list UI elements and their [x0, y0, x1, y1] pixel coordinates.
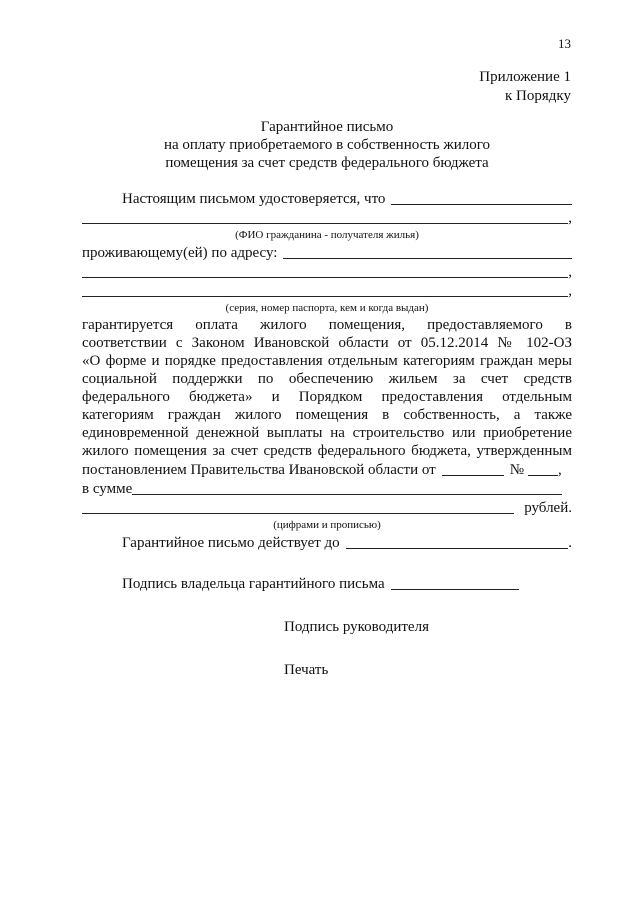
appendix-line-1: Приложение 1 — [479, 69, 571, 85]
valid-until-field[interactable] — [346, 534, 569, 549]
sum-field[interactable] — [132, 480, 562, 495]
passport-line-1-row — [82, 262, 572, 281]
paragraph-line-1: гарантируется оплата жилого помещения, предоставляемого в — [82, 317, 572, 333]
valid-until-label: Гарантийное письмо действует до — [122, 535, 340, 551]
owner-signature-field[interactable] — [391, 575, 519, 590]
paragraph-line-6: категориям граждан жилого помещения в собственность, а также — [82, 407, 572, 423]
head-signature-row — [82, 617, 572, 636]
comma: , — [568, 283, 572, 299]
title-line-3: помещения за счет средств федерального бюджета — [165, 155, 489, 171]
comma: , — [568, 210, 572, 226]
sum-words-row — [82, 498, 572, 517]
address-label: проживающему(ей) по адресу: — [82, 245, 278, 261]
paragraph-line-2: соответствии с Законом Ивановской области от 05.12.2014 № 102-ОЗ — [82, 335, 572, 351]
decree-number-field[interactable] — [528, 461, 558, 476]
recipient-name-field[interactable] — [391, 190, 572, 205]
address-field[interactable] — [283, 244, 572, 259]
owner-signature-row — [82, 574, 572, 593]
intro-text: Настоящим письмом удостоверяется, что — [122, 191, 386, 207]
paragraph-line-5: федерального бюджета» и Порядком предоставления отдельным — [82, 389, 572, 405]
paragraph-line-3: «О форме и порядке предоставления отдельным категориям граждан меры — [82, 353, 572, 369]
stamp-label: Печать — [284, 662, 329, 678]
address-row — [82, 243, 572, 262]
appendix-reference — [479, 68, 571, 106]
appendix-line-2: к Порядку — [505, 88, 571, 104]
caption-passport: (серия, номер паспорта, кем и когда выдан) — [225, 302, 429, 314]
comma: , — [568, 264, 572, 280]
recipient-name-field-2[interactable] — [82, 209, 568, 224]
document-title — [82, 118, 572, 172]
title-line-2: на оплату приобретаемого в собственность жилого — [163, 137, 491, 153]
passport-line-2-row — [82, 281, 572, 300]
head-signature-label: Подпись руководителя — [284, 619, 429, 635]
caption-amount: (цифрами и прописью) — [273, 519, 381, 531]
caption-fio: (ФИО гражданина - получателя жилья) — [235, 229, 419, 241]
sum-words-field[interactable] — [82, 499, 514, 514]
number-sign: № — [509, 462, 525, 478]
paragraph-line-8: жилого помещения за счет средств федерального бюджета, утвержденным — [82, 443, 572, 459]
decree-row — [82, 460, 572, 479]
decree-prefix: постановлением Правительства Ивановской области от — [82, 462, 436, 478]
page-number: 13 — [558, 36, 571, 51]
fio-line-row — [82, 208, 572, 227]
sum-label: в сумме — [82, 481, 133, 497]
passport-field-1[interactable] — [82, 263, 568, 278]
comma: , — [558, 462, 562, 478]
paragraph-line-7: единовременной денежной выплаты на строительство или приобретение — [82, 425, 572, 441]
stamp-row — [82, 660, 572, 679]
sum-row — [82, 479, 572, 498]
paragraph-line-4: социальной поддержки по обеспечению жильем за счет средств — [82, 371, 572, 387]
intro-row — [82, 189, 572, 208]
valid-until-row — [82, 533, 572, 552]
rubles-label: рублей. — [524, 500, 572, 516]
decree-date-field[interactable] — [442, 461, 504, 476]
period: . — [568, 535, 572, 551]
owner-signature-label: Подпись владельца гарантийного письма — [122, 576, 385, 592]
title-line-1: Гарантийное письмо — [260, 119, 394, 135]
passport-field-2[interactable] — [82, 282, 568, 297]
letter-body — [82, 189, 572, 679]
